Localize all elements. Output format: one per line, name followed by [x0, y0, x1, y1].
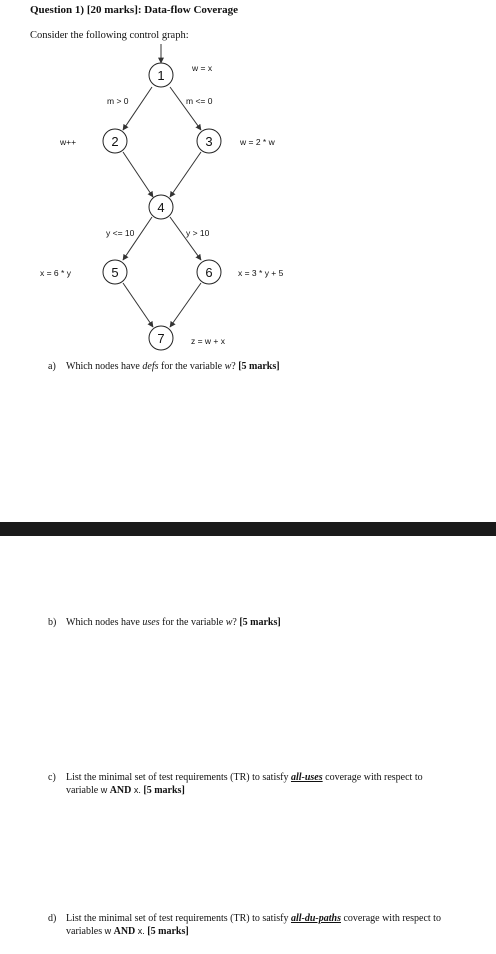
question-d	[48, 913, 492, 941]
node-2-label: 2	[111, 134, 119, 149]
question-c	[48, 772, 488, 800]
question-d-marks: [5 marks]	[147, 926, 189, 937]
node-2	[103, 129, 127, 153]
node-4	[149, 195, 173, 219]
page-bottom	[0, 536, 496, 954]
question-a-suffix: ?	[231, 361, 239, 372]
node-5-annotation: x = 6 * y	[40, 268, 71, 278]
node-3	[197, 129, 221, 153]
question-c-marks: [5 marks]	[143, 785, 185, 796]
question-a-marks: [5 marks]	[238, 361, 280, 372]
question-b-var: w	[225, 617, 233, 628]
question-c-and: AND	[109, 785, 132, 796]
question-b-emph: uses	[142, 617, 160, 628]
question-d-and: AND	[113, 926, 136, 937]
question-c-line1-prefix: List the minimal set of test requirements (TR) to satisfy	[66, 772, 291, 783]
question-b-marker: b)	[48, 617, 57, 628]
question-d-emph: all-du-paths	[290, 913, 341, 924]
node-6-annotation: x = 3 * y + 5	[238, 268, 284, 278]
node-5	[103, 260, 127, 284]
question-b-middle: for the variable	[159, 617, 226, 628]
node-1-label: 1	[157, 68, 165, 83]
page-divider	[0, 522, 496, 536]
node-6	[197, 260, 221, 284]
question-c-emph: all-uses	[290, 772, 323, 783]
question-d-marker: d)	[48, 913, 57, 924]
node-4-label: 4	[157, 200, 165, 215]
question-c-var2: x.	[133, 785, 141, 795]
question-b-suffix: ?	[232, 617, 240, 628]
question-a-text	[66, 361, 280, 373]
question-b	[48, 617, 468, 631]
question-b-marks: [5 marks]	[239, 617, 281, 628]
question-b-text	[66, 617, 281, 629]
edge-4-6	[170, 217, 201, 260]
question-a-marker: a)	[48, 361, 56, 372]
node-5-label: 5	[111, 265, 119, 280]
node-7-label: 7	[157, 331, 165, 346]
edge-4-5	[123, 217, 152, 260]
edge-2-4	[123, 152, 153, 197]
question-a-middle: for the variable	[158, 361, 225, 372]
node-1	[149, 63, 173, 87]
question-d-line2-prefix: variables	[66, 926, 105, 937]
edge-label-4-6: y > 10	[186, 228, 210, 238]
question-d-line1-prefix: List the minimal set of test requirements (TR) to satisfy	[66, 913, 291, 924]
question-c-line2-prefix: variable	[66, 785, 101, 796]
edge-label-4-5: y <= 10	[106, 228, 135, 238]
node-7-annotation: z = w + x	[191, 336, 226, 346]
edge-3-4	[170, 152, 201, 197]
question-title: Question 1) [20 marks]: Data-flow Coverage	[30, 4, 239, 16]
edge-1-2	[123, 87, 152, 130]
question-c-marker: c)	[48, 772, 56, 783]
node-7	[149, 326, 173, 350]
question-d-var1: w	[104, 926, 112, 936]
question-a	[48, 361, 468, 375]
question-a-prefix: Which nodes have	[66, 361, 143, 372]
node-6-label: 6	[205, 265, 213, 280]
edge-6-7	[170, 283, 201, 327]
question-a-emph: defs	[142, 361, 159, 372]
question-d-var2: x.	[137, 926, 145, 936]
question-c-var1: w	[100, 785, 108, 795]
question-b-prefix: Which nodes have	[66, 617, 143, 628]
edge-5-7	[123, 283, 153, 327]
node-3-label: 3	[205, 134, 213, 149]
control-flow-graph	[0, 0, 496, 360]
edge-label-1-3: m <= 0	[186, 96, 213, 106]
question-c-line1-suffix: coverage with respect to	[322, 772, 423, 783]
question-c-text	[66, 772, 486, 797]
node-3-annotation: w = 2 * w	[240, 137, 275, 147]
node-2-annotation: w++	[60, 137, 77, 147]
edge-label-1-2: m > 0	[107, 96, 129, 106]
question-d-line1-suffix: coverage with respect to	[340, 913, 441, 924]
question-intro: Consider the following control graph:	[30, 30, 189, 41]
edge-1-3	[170, 87, 201, 130]
question-d-text	[66, 913, 492, 938]
question-a-var: w	[224, 361, 232, 372]
node-1-annotation: w = x	[192, 63, 213, 73]
